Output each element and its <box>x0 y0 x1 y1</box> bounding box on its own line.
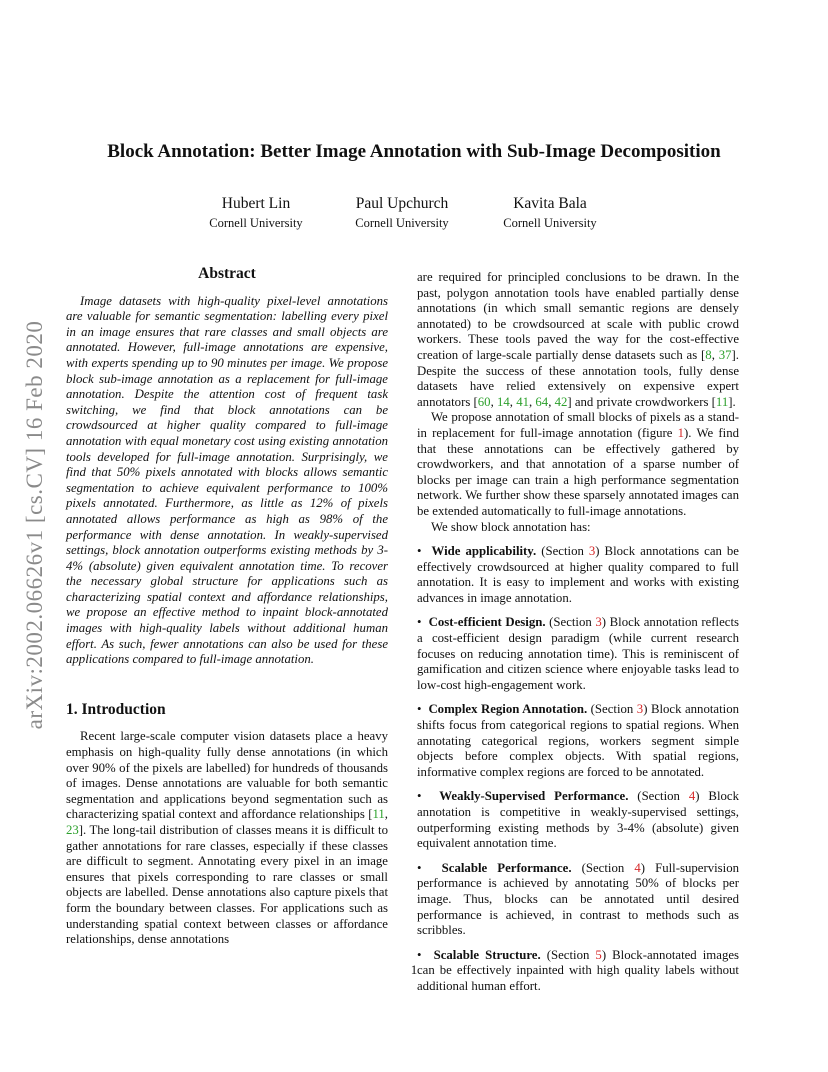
paper-title: Block Annotation: Better Image Annotation with Sub-Image Decomposition <box>107 141 721 162</box>
author-name: Paul Upchurch <box>355 195 449 212</box>
body-text: ). We find that these annotations can be effectively gathered by crowdworkers, and that annotation of a sparse number of blocks per image can train a high performance segmentation network. We further show these sparsely annotated images can be extended automatically to full-image annotations. <box>417 425 739 518</box>
bullet-label: Scalable Structure. <box>433 947 541 962</box>
body-paragraph: We show block annotation has: <box>431 519 591 534</box>
author-affiliation: Cornell University <box>355 216 449 230</box>
citation-link[interactable]: 8 <box>705 347 712 362</box>
section-reference-link[interactable]: 3 <box>595 615 602 630</box>
body-paragraph <box>417 410 739 519</box>
author-name: Kavita Bala <box>513 195 587 212</box>
contribution-bullet: • Wide applicability. (Section 3) Block annotations can be effectively crowdsourced at higher quality compared to full annotation. It is easy to implement and works with existing advances in image annotation. <box>417 544 739 605</box>
contribution-bullet: • Scalable Structure. (Section 5) Block-annotated images can be effectively inpainted with high quality labels without additional human effort. <box>417 947 739 993</box>
author-block <box>470 194 630 232</box>
left-column <box>66 266 388 948</box>
bullet-text: (Section <box>628 789 689 804</box>
citation-link[interactable]: 11 <box>372 807 385 822</box>
bullet-text: ) Block annotation is competitive in weakly-supervised settings, outperforming existing methods by 3-4% (absolute) given equivalent annotation time. <box>417 789 739 851</box>
citation-link[interactable]: 41 <box>516 394 529 409</box>
citation-link[interactable]: 14 <box>496 394 510 409</box>
author-affiliation: Cornell University <box>209 216 303 230</box>
body-text: ]. Despite the success of these annotation tools, fully dense datasets have relied extensively on expensive expert annotators [ <box>417 347 739 409</box>
introduction-heading: 1. Introduction <box>66 700 166 718</box>
bullet-text: (Section <box>587 702 637 717</box>
contribution-bullet: • Complex Region Annotation. (Section 3) Block annotation shifts focus from categorical regions to spatial regions. When annotating categorical regions, workers segment simple objects before complex objects. With spatial regions, informative complex regions are forced to be annotated. <box>417 702 739 779</box>
bullet-label: Weakly-Supervised Performance. <box>439 789 629 804</box>
section-reference-link[interactable]: 4 <box>634 860 641 875</box>
bullet-text: (Section <box>545 615 596 630</box>
bullet-text: ) Block annotations can be effectively crowdsourced at higher quality compared to full annotation. It is easy to implement and works with existing advances in image annotation. <box>417 544 739 605</box>
bullet-text: ) Full-supervision performance is achieved by annotating 50% of blocks per image. Thus, blocks can be annotated until desired performance is achieved, in contrast to methods such as scribbles. <box>417 860 739 938</box>
bullet-label: Cost-efficient Design. <box>428 615 546 630</box>
section-reference-link[interactable]: 4 <box>688 789 696 804</box>
arxiv-id-text: arXiv:2002.06626v1 [cs.CV] 16 Feb 2020 <box>22 320 47 730</box>
bullet-label: Complex Region Annotation. <box>428 702 588 717</box>
citation-link[interactable]: 11 <box>715 394 729 409</box>
bullet-label: Scalable Performance. <box>441 860 572 875</box>
section-reference-link[interactable]: 5 <box>595 947 602 962</box>
contribution-bullet: • Scalable Performance. (Section 4) Full-supervision performance is achieved by annotating 50% of blocks per image. Thus, blocks can be annotated until desired performance is achieved, in contrast to methods such as scribbles. <box>417 860 739 938</box>
intro-text: Recent large-scale computer vision datasets place a heavy emphasis on high-quality fully dense annotations (in which over 90% of the pixels are labelled) for hundreds of thousands of images. Dense annotations are valuable for both semantic segmentation and applications beyond segmentation such as characterizing spatial context and affordance relationships [ <box>66 729 388 822</box>
bullet-text: ) Block-annotated images can be effectively inpainted with high quality labels without additional human effort. <box>417 947 739 993</box>
contribution-bullet: • Cost-efficient Design. (Section 3) Block annotation reflects a cost-efficient design paradigm (while current research focuses on reducing annotation time). This is reminiscent of gamification and citizen science where enjoyable tasks lead to low-cost high-engagement work. <box>417 615 739 692</box>
author-name: Hubert Lin <box>221 195 291 212</box>
bullet-text: (Section <box>536 544 589 559</box>
section-reference-link[interactable]: 3 <box>636 702 644 717</box>
bullet-text: ) Block annotation shifts focus from categorical regions to spatial regions. When annotating categorical regions, workers segment simple objects before complex objects. With spatial regions, informative complex regions are forced to be annotated. <box>417 702 739 779</box>
author-block <box>176 194 336 232</box>
intro-text: ]. The long-tail distribution of classes means it is difficult to gather annotations for rare classes, especially if these classes are difficult to segment. Annotating every pixel in an image ensures that pixels corresponding to rare classes or small objects are labelled. Dense annotations also capture pixels that form the boundary between classes. For applications such as understanding spatial context between classes or affordance relationships, dense annotations <box>66 823 388 947</box>
figure-reference-link[interactable]: 1 <box>677 425 685 440</box>
citation-link[interactable]: 23 <box>66 823 79 837</box>
citation-link[interactable]: 60 <box>477 394 491 409</box>
citation-link[interactable]: 64 <box>535 394 549 409</box>
arxiv-identifier <box>20 285 50 765</box>
abstract-text: Image datasets with high-quality pixel-level annotations are valuable for semantic segmentation: labelling every pixel in an image ensures that rare classes and small objects are annotated. However, full-image annotations are expensive, with experts spending up to 90 minutes per image. We propose block sub-image annotation as a replacement for full-image annotation. Despite the attention cost of frequent task switching, we find that block annotations can be crowdsourced at higher quality compared to full-image annotation with equal monetary cost using existing annotation tools developed for full-image annotation. Surprisingly, we find that 50% pixels annotated with blocks allows semantic segmentation to achieve equivalent performance to 100% pixels annotated. Furthermore, as little as 12% of pixels annotated allows performance as high as 98% of the performance with dense annotation. In weakly-supervised settings, block annotation outperforms existing methods by 3-4% (absolute) given equivalent annotation time. To recover the necessary global structure for applications such as characterizing spatial context and affordance relationships, we propose an effective method to inpaint block-annotated images with high-quality labels without additional human effort. As such, fewer annotations can also be used for these applications compared to full-image annotation. <box>66 293 388 667</box>
intro-paragraph: Recent large-scale computer vision datasets place a heavy emphasis on high-quality fully dense annotations (in which over 90% of the pixels are labelled) for hundreds of thousands of images. Dense annotations are valuable for both semantic segmentation and applications beyond segmentation such as characterizing spatial context and affordance relationships [11, 23]. The long-tail distribution of classes means it is difficult to gather annotations for rare classes, especially if these classes are difficult to segment. Annotating every pixel in an image ensures that pixels corresponding to rare classes or small objects are labelled. Dense annotations also capture pixels that form the boundary between classes. For applications such as understanding spatial context between classes or affordance relationships, dense annotations <box>66 729 388 947</box>
page-number: 1 <box>410 962 418 977</box>
body-paragraph: are required for principled conclusions to be drawn. In the past, polygon annotation tools have enabled partially dense annotations (in which small semantic regions are densely annotated) to be crowdsourced at scale with public crowd workers. These tools paved the way for the cost-effective creation of large-scale partially dense datasets such as [8, 37]. Despite the success of these annotation tools, fully dense datasets have relied extensively on expensive expert annotators [60, 14, 41, 64, 42] and private crowdworkers [11]. <box>417 270 739 409</box>
body-text: We propose annotation of small blocks of pixels as a stand-in replacement for full-image annotation (figure <box>417 410 739 440</box>
abstract-heading: Abstract <box>198 265 256 282</box>
section-reference-link[interactable]: 3 <box>588 544 596 559</box>
bullet-text: (Section <box>571 860 635 875</box>
body-text: ]. <box>728 394 736 409</box>
body-text: are required for principled conclusions to be drawn. In the past, polygon annotation tools have enabled partially dense annotations (in which small semantic regions are densely annotated) to be crowdsourced at scale with public crowd workers. These tools paved the way for the cost-effective creation of large-scale partially dense datasets such as [ <box>417 270 739 362</box>
author-block <box>322 194 482 232</box>
bullet-text: (Section <box>540 947 596 962</box>
citation-link[interactable]: 37 <box>718 347 732 362</box>
body-text: ] and private crowdworkers [ <box>567 394 716 409</box>
bullet-text: ) Block annotation reflects a cost-efficient design paradigm (while current research focuses on reducing annotation time). This is reminiscent of gamification and citizen science where enjoyable tasks lead to low-cost high-engagement work. <box>417 615 739 692</box>
citation-link[interactable]: 42 <box>554 394 568 409</box>
author-affiliation: Cornell University <box>503 216 597 230</box>
right-column <box>417 270 739 995</box>
bullet-label: Wide applicability. <box>431 544 537 559</box>
contribution-bullet: • Weakly-Supervised Performance. (Section 4) Block annotation is competitive in weakly-supervised settings, outperforming existing methods by 3-4% (absolute) given equivalent annotation time. <box>417 789 739 851</box>
